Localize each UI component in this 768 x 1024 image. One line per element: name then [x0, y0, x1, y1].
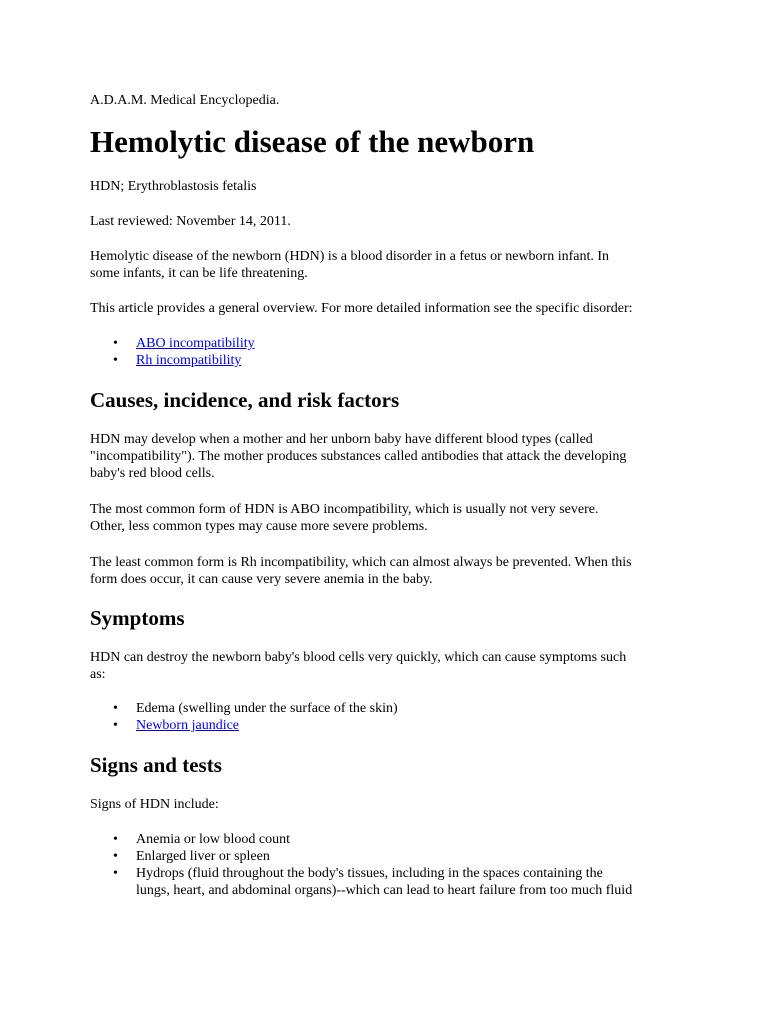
bullet: •: [113, 849, 118, 864]
text-line: The most common form of HDN is ABO incompatibility, which is usually not very severe.: [90, 502, 599, 517]
text-line: Other, less common types may cause more severe problems.: [90, 519, 428, 534]
intro-paragraph: [90, 248, 690, 282]
list-item: [90, 848, 690, 865]
signs-heading: Signs and tests: [90, 753, 222, 777]
text-line: lungs, heart, and abdominal organs)--which can lead to heart failure from too much fluid: [136, 883, 633, 898]
bullet: •: [113, 336, 118, 351]
disorder-link-list: [90, 335, 690, 369]
causes-paragraph-2: [90, 501, 690, 535]
intro-line: Hemolytic disease of the newborn (HDN) is a blood disorder in a fetus or newborn infant. In: [90, 249, 610, 264]
causes-paragraph-1: [90, 431, 710, 482]
bullet: •: [113, 866, 118, 881]
symptoms-heading: Symptoms: [90, 606, 185, 630]
last-reviewed: Last reviewed: November 14, 2011.: [90, 214, 291, 229]
signs-intro: Signs of HDN include:: [90, 797, 219, 812]
sign-hydrops: [136, 865, 690, 899]
symptoms-intro: [90, 649, 690, 683]
symptom-edema: Edema (swelling under the surface of the skin): [136, 701, 398, 716]
text-line: form does occur, it can cause very severe anemia in the baby.: [90, 572, 433, 587]
text-line: HDN may develop when a mother and her unborn baby have different blood types (called: [90, 432, 593, 447]
bullet: •: [113, 832, 118, 847]
bullet: •: [113, 718, 118, 733]
list-item: [90, 865, 690, 899]
page-title: Hemolytic disease of the newborn: [90, 124, 535, 159]
list-item: [90, 831, 690, 848]
aliases: HDN; Erythroblastosis fetalis: [90, 179, 257, 194]
abo-incompatibility-link[interactable]: ABO incompatibility: [136, 336, 255, 351]
signs-list: [90, 831, 690, 899]
rh-incompatibility-link[interactable]: Rh incompatibility: [136, 353, 242, 368]
bullet: •: [113, 701, 118, 716]
causes-heading: Causes, incidence, and risk factors: [90, 388, 400, 412]
overview-paragraph: This article provides a general overview. For more detailed information see the specific disorder:: [90, 301, 633, 316]
text-line: as:: [90, 667, 106, 682]
causes-paragraph-3: [90, 554, 690, 588]
newborn-jaundice-link[interactable]: Newborn jaundice: [136, 718, 240, 733]
list-item: [90, 700, 690, 717]
text-line: "incompatibility"). The mother produces substances called antibodies that attack the developing: [90, 449, 627, 464]
intro-line: some infants, it can be life threatening.: [90, 266, 308, 281]
sign-enlarged-liver: Enlarged liver or spleen: [136, 849, 270, 864]
sign-anemia: Anemia or low blood count: [136, 832, 290, 847]
list-item: [90, 335, 690, 352]
list-item: [90, 352, 690, 369]
bullet: •: [113, 353, 118, 368]
text-line: Hydrops (fluid throughout the body's tissues, including in the spaces containing the: [136, 866, 603, 881]
symptoms-list: [90, 700, 690, 734]
text-line: baby's red blood cells.: [90, 466, 215, 481]
list-item: [90, 717, 690, 734]
text-line: The least common form is Rh incompatibility, which can almost always be prevented. When this: [90, 555, 632, 570]
text-line: HDN can destroy the newborn baby's blood cells very quickly, which can cause symptoms such: [90, 650, 627, 665]
source-line: A.D.A.M. Medical Encyclopedia.: [90, 93, 280, 108]
